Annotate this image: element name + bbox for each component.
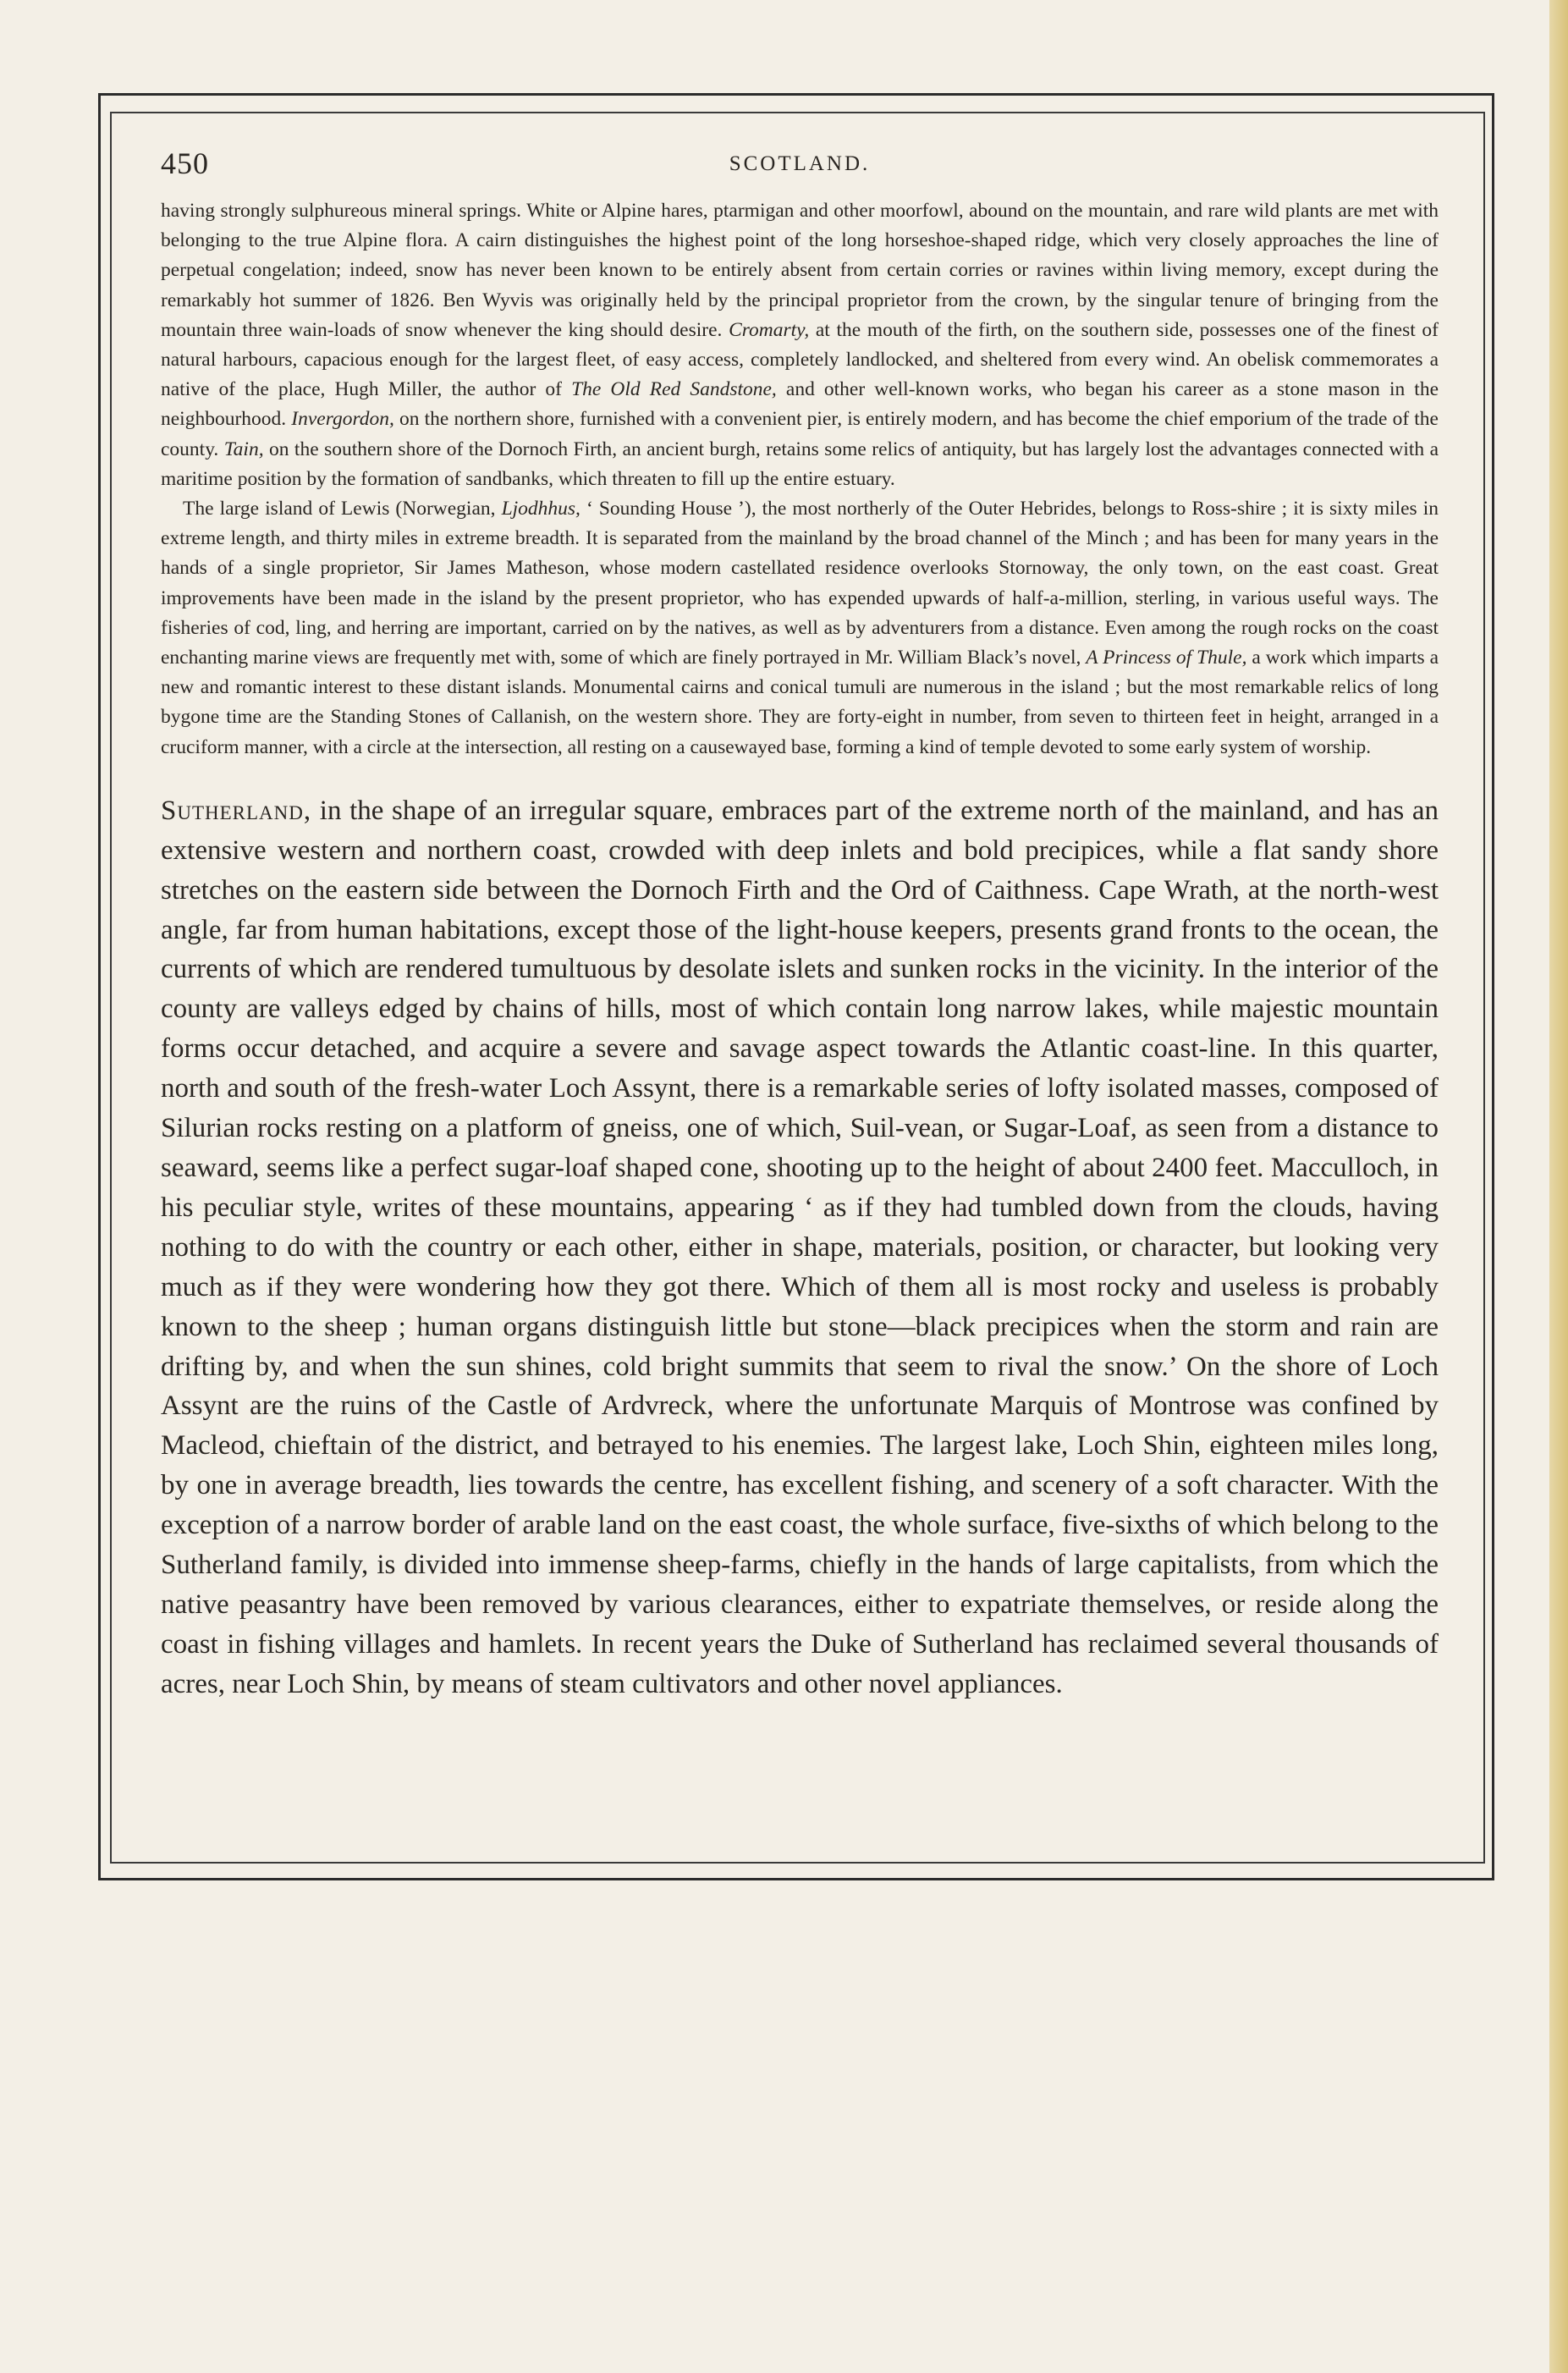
small-print-section (161, 196, 1439, 763)
paragraph-sutherland (161, 791, 1439, 1704)
text-run: ‘ Sounding House ’), the most northerly of the Outer Hebrides, belongs to Ross-shire ; it is sixty miles in extreme length, and thirty miles in extreme breadth. It is separated from the mainland by the broad channel of the Minch ; and has been for many years in the hands of a single proprietor, Sir James Matheson, whose modern castellated residence overlooks Stornoway, the only town, on the east coast. Great improvements have been made in the island by the present proprietor, who has expended upwards of half-a-million, sterling, in various useful ways. The fisheries of cod, ling, and herring are important, carried on by the natives, as well as by adventurers from a distance. Even among the rough rocks on the coast enchanting marine views are frequently met with, some of which are finely portrayed in Mr. William Black’s novel, (161, 498, 1439, 669)
book-title: A Princess of Thule, (1086, 647, 1247, 669)
place-name: Invergordon, (291, 408, 394, 431)
place-name: Tain, (223, 438, 264, 460)
paragraph-ross-shire (161, 196, 1439, 494)
text-run: at the mouth of the firth, on the southern side, possesses one of the finest of natural harbours, capacious enough for the largest fleet, of easy access, completely landlocked, and sheltered from every wind. An obelisk commemorates a native of the place, Hugh Miller, the author of (161, 318, 1439, 401)
norse-name: Ljodhhus, (501, 498, 580, 520)
text-run: in the shape of an irregular square, embraces part of the extreme north of the mainland, and has an extensive western and northern coast, crowded with deep inlets and bold precipices, while a flat sandy shore stretches on the eastern side between the Dornoch Firth and the Ord of Caithness. Cape Wrath, at the north-west angle, far from human habitations, except those of the light-house keepers, presents grand fronts to the ocean, the currents of which are rendered tumultuous by desolate islets and sunken rocks in the vicinity. In the interior of the county are valleys edged by chains of hills, most of which contain long narrow lakes, while majestic mountain forms occur detached, and acquire a severe and savage aspect towards the Atlantic coast-line. In this quarter, north and south of the fresh-water Loch Assynt, there is a remarkable series of lofty isolated masses, composed of Silurian rocks resting on a platform of gneiss, one of which, Suil-vean, or Sugar-Loaf, as seen from a distance to seaward, seems like a perfect sugar-loaf shaped cone, shooting up to the height of about 2400 feet. Macculloch, in his peculiar style, writes of these mountains, appearing ‘ as if they had tumbled down from the clouds, having nothing to do with the country or each other, either in shape, materials, position, or character, but looking very much as if they were wondering how they got there. Which of them all is most rocky and useless is probably known to the sheep ; human organs distinguish little but stone—black precipices when the storm and rain are drifting by, and when the sun shines, cold bright summits that seem to rival the snow.’ On the shore of Loch Assynt are the ruins of the Castle of Ardvreck, where the unfortunate Marquis of Montrose was confined by Macleod, chieftain of the district, and betrayed to his enemies. The largest lake, Loch Shin, eighteen miles long, by one in average breadth, lies towards the centre, has excellent fishing, and scenery of a soft character. With the exception of a narrow border of arable land on the east coast, the whole surface, five-sixths of which belong to the Sutherland family, is divided into immense sheep-farms, chiefly in the hands of large capitalists, from which the native peasantry have been removed by various clearances, either to expatriate themselves, or reside along the coast in fishing villages and hamlets. In recent years the Duke of Sutherland has reclaimed several thousands of acres, near Loch Shin, by means of steam cultivators and other novel appliances. (161, 795, 1439, 1699)
page-header (161, 146, 1439, 196)
main-text-section (161, 791, 1439, 1704)
text-run: on the northern shore, furnished with a convenient pier, is entirely modern, and has become the chief emporium of the trade of the county. (161, 408, 1439, 460)
section-lead-word: Sutherland, (161, 795, 312, 826)
text-run: The large island of Lewis (Norwegian, (183, 498, 502, 520)
running-title: SCOTLAND. (729, 152, 871, 175)
page-edge (1549, 0, 1568, 2373)
place-name: Cromarty, (729, 318, 810, 341)
book-title: The Old Red Sandstone, (571, 378, 777, 401)
page-content (161, 146, 1439, 1704)
text-run: having strongly sulphureous mineral springs. White or Alpine hares, ptarmigan and other moorfowl, abound on the mountain, and rare wild plants are met with belonging to the true Alpine flora. A cairn distinguishes the highest point of the long horseshoe-shaped ridge, which very closely approaches the line of perpetual congelation; indeed, snow has never been known to be entirely absent from certain corries or ravines within living memory, except during the remarkably hot summer of 1826. Ben Wyvis was originally held by the principal proprietor from the crown, by the singular tenure of bringing from the mountain three wain-loads of snow whenever the king should desire. (161, 200, 1439, 341)
page-number: 450 (161, 146, 209, 180)
text-run: on the southern shore of the Dornoch Firth, an ancient burgh, retains some relics of antiquity, but has largely lost the advantages connected with a maritime position by the formation of sandbanks, which threaten to fill up the entire estuary. (161, 438, 1439, 490)
paragraph-lewis (161, 494, 1439, 763)
text-run: and other well-known works, who began his career as a stone mason in the neighbourhood. (161, 378, 1439, 431)
text-run: a work which imparts a new and romantic interest to these distant islands. Monumental cairns and conical tumuli are numerous in the island ; but the most remarkable relics of long bygone time are the Standing Stones of Callanish, on the western shore. They are forty-eight in number, from seven to thirteen feet in height, arranged in a cruciform manner, with a circle at the intersection, all resting on a causewayed base, forming a kind of temple devoted to some early system of worship. (161, 647, 1439, 758)
